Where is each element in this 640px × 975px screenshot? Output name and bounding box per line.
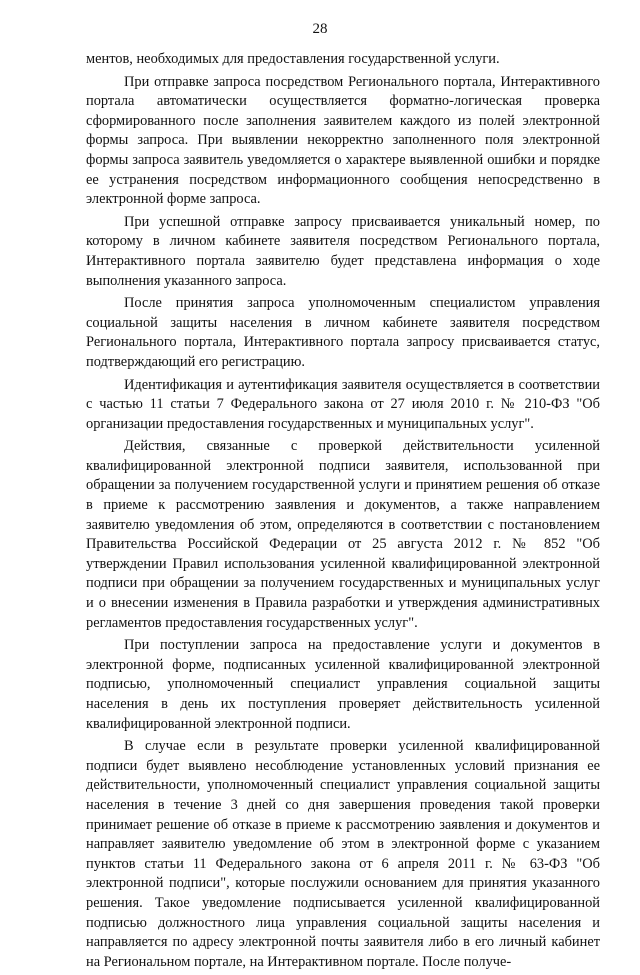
- paragraph-refusal-notice: В случае если в результате проверки усиленной квалифицированной подписи будет выявлено несоблюдение установленных условий признания ее действительности, уполномоченный специалист управления социальной защиты населения в течение 3 дней со дня завершения проведения такой проверки принимает решение об отказе в приеме к рассмотрению заявления и документов и направляет заявителю уведомление об этом в электронной форме с указанием пунктов статьи 11 Федерального закона от 6 апреля 2011 г. № 63-ФЗ "Об электронной подписи", которые послужили основанием для принятия указанного решения. Такое уведомление подписывается усиленной квалифицированной подписью должностного лица управления социальной защиты населения и направляется по адресу электронной почты заявителя либо в его личный кабинет на Региональном портале, на Интерактивном портале. После получе-: [86, 738, 600, 970]
- document-body: [86, 50, 600, 975]
- paragraph-format-check: При отправке запроса посредством Регионального портала, Интерактивного портала автоматически осуществляется форматно-логическая проверка сформированного после заполнения заявителем каждого из полей электронной формы запроса. При выявлении некорректно заполненного поля электронной формы запроса заявитель уведомляется о характере выявленной ошибки и порядке ее устранения посредством информационного сообщения непосредственно в электронной форме запроса.: [86, 73, 600, 208]
- paragraph-unique-number: При успешной отправке запросу присваивается уникальный номер, по которому в личном кабинете заявителя посредством Регионального портала, Интерактивного портала заявителю будет представлена информация о ходе выполнения указанного запроса.: [86, 213, 600, 289]
- paragraph-request-receipt: При поступлении запроса на предоставление услуги и документов в электронной форме, подписанных усиленной квалифицированной электронной подписью, уполномоченный специалист управления социальной защиты населения в день их поступления проверяет действительность усиленной квалифицированной электронной подписи.: [86, 637, 600, 732]
- page-number: 28: [312, 21, 328, 37]
- paragraph-signature-verification: Действия, связанные с проверкой действительности усиленной квалифицированной электронной подписи заявителя, использованной при обращении за получением государственной услуги и принятием решения об отказе в приеме к рассмотрению заявления и документов, а также направлением заявителю уведомления об этом, определяются в соответствии с постановлением Правительства Российской Федерации от 25 августа 2012 г. № 852 "Об утверждении Правил использования усиленной квалифицированной электронной подписи при обращении за получением государственных и муниципальных услуг и о внесении изменения в Правила разработки и утверждения административных регламентов предоставления государственных услуг".: [86, 438, 600, 631]
- paragraph-identification: Идентификация и аутентификация заявителя осуществляется в соответствии с частью 11 статьи 7 Федерального закона от 27 июля 2010 г. № 210-ФЗ "Об организации предоставления государственных и муниципальных услуг".: [86, 376, 600, 432]
- paragraph-continuation: ментов, необходимых для предоставления государственной услуги.: [86, 51, 500, 67]
- paragraph-registration-status: После принятия запроса уполномоченным специалистом управления социальной защиты населения в личном кабинете заявителя посредством Регионального портала, Интерактивного портала запросу присваивается статус, подтверждающий его регистрацию.: [86, 295, 600, 370]
